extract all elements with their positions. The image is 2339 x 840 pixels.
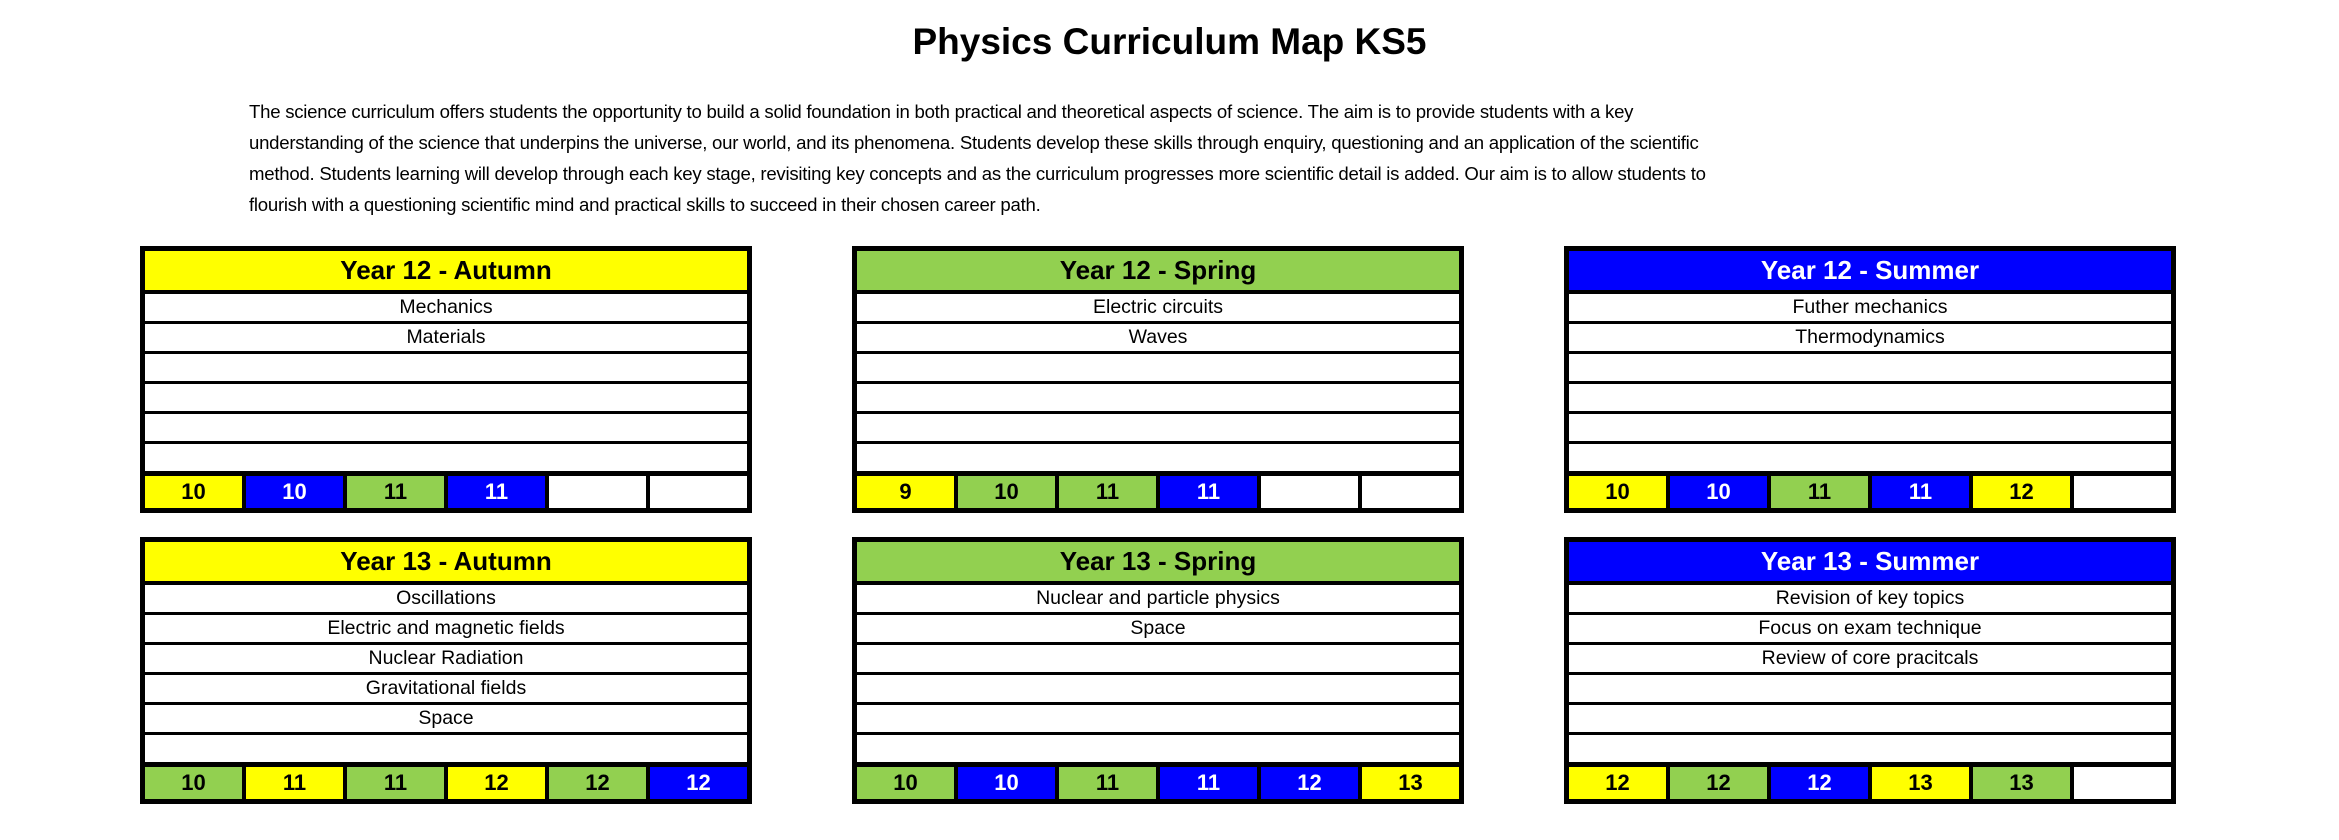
year-link-cell: 12 bbox=[1261, 767, 1358, 799]
topic-row bbox=[1569, 444, 2171, 476]
term-box-y12-summer bbox=[1564, 246, 2176, 513]
topic-row bbox=[145, 384, 747, 414]
intro-line: The science curriculum offers students the opportunity to build a solid foundation in both practical and theoretical aspects of science. The aim is to provide students with a key bbox=[249, 101, 1634, 122]
term-box-y12-autumn bbox=[140, 246, 752, 513]
year-link-cell: 10 bbox=[145, 767, 242, 799]
prior-year-links bbox=[1569, 767, 2171, 799]
year-link-cell: 12 bbox=[1569, 767, 1666, 799]
topic-row: Space bbox=[145, 705, 747, 735]
year-link-cell: 12 bbox=[549, 767, 646, 799]
term-box-y13-summer bbox=[1564, 537, 2176, 804]
year-link-cell: 13 bbox=[1973, 767, 2070, 799]
topic-row: Oscillations bbox=[145, 585, 747, 615]
year-link-cell bbox=[1261, 476, 1358, 508]
topic-row: Materials bbox=[145, 324, 747, 354]
term-header: Year 12 - Autumn bbox=[145, 251, 747, 294]
topic-row bbox=[857, 444, 1459, 476]
topic-row bbox=[857, 735, 1459, 767]
topic-row: Nuclear Radiation bbox=[145, 645, 747, 675]
year-link-cell: 12 bbox=[1670, 767, 1767, 799]
year-link-cell: 13 bbox=[1872, 767, 1969, 799]
topic-row: Mechanics bbox=[145, 294, 747, 324]
prior-year-links bbox=[1569, 476, 2171, 508]
topic-row bbox=[857, 354, 1459, 384]
year-link-cell: 9 bbox=[857, 476, 954, 508]
topic-row bbox=[857, 645, 1459, 675]
year-link-cell: 11 bbox=[1872, 476, 1969, 508]
topic-row bbox=[1569, 384, 2171, 414]
prior-year-links bbox=[857, 476, 1459, 508]
topic-row bbox=[145, 354, 747, 384]
year-link-cell: 11 bbox=[448, 476, 545, 508]
year-link-cell: 10 bbox=[145, 476, 242, 508]
topic-row: Review of core pracitcals bbox=[1569, 645, 2171, 675]
term-box-y13-spring bbox=[852, 537, 1464, 804]
topic-row: Revision of key topics bbox=[1569, 585, 2171, 615]
year-link-cell: 11 bbox=[1771, 476, 1868, 508]
intro-line: method. Students learning will develop through each key stage, revisiting key concepts and as the curriculum progresses more scientific detail is added. Our aim is to allow students to bbox=[249, 163, 1706, 184]
intro-line: flourish with a questioning scientific mind and practical skills to succeed in their chosen career path. bbox=[249, 194, 1041, 215]
year-link-cell: 11 bbox=[1160, 767, 1257, 799]
year-link-cell bbox=[549, 476, 646, 508]
year-link-cell: 11 bbox=[347, 767, 444, 799]
topic-row bbox=[1569, 354, 2171, 384]
topic-row: Futher mechanics bbox=[1569, 294, 2171, 324]
topic-row: Nuclear and particle physics bbox=[857, 585, 1459, 615]
term-header: Year 12 - Spring bbox=[857, 251, 1459, 294]
year-link-cell: 10 bbox=[958, 767, 1055, 799]
topic-row bbox=[857, 675, 1459, 705]
year-link-cell: 11 bbox=[1059, 476, 1156, 508]
intro-paragraph bbox=[249, 96, 2049, 220]
topic-row bbox=[145, 735, 747, 767]
topic-row bbox=[1569, 414, 2171, 444]
year-link-cell bbox=[2074, 476, 2171, 508]
topic-row: Focus on exam technique bbox=[1569, 615, 2171, 645]
topic-row bbox=[857, 414, 1459, 444]
topic-row bbox=[1569, 735, 2171, 767]
year-link-cell: 12 bbox=[1771, 767, 1868, 799]
year-link-cell: 13 bbox=[1362, 767, 1459, 799]
term-header: Year 12 - Summer bbox=[1569, 251, 2171, 294]
term-header: Year 13 - Autumn bbox=[145, 542, 747, 585]
year-link-cell: 10 bbox=[958, 476, 1055, 508]
year-link-cell: 11 bbox=[347, 476, 444, 508]
topic-row bbox=[145, 414, 747, 444]
year-link-cell: 10 bbox=[1569, 476, 1666, 508]
term-header: Year 13 - Spring bbox=[857, 542, 1459, 585]
year-link-cell: 12 bbox=[650, 767, 747, 799]
year-link-cell: 10 bbox=[246, 476, 343, 508]
year-link-cell: 11 bbox=[246, 767, 343, 799]
term-box-y12-spring bbox=[852, 246, 1464, 513]
topic-row: Thermodynamics bbox=[1569, 324, 2171, 354]
topic-row bbox=[1569, 705, 2171, 735]
topic-row: Waves bbox=[857, 324, 1459, 354]
year-link-cell: 10 bbox=[1670, 476, 1767, 508]
year-link-cell: 10 bbox=[857, 767, 954, 799]
year-link-cell: 11 bbox=[1160, 476, 1257, 508]
year-link-cell: 12 bbox=[448, 767, 545, 799]
topic-row bbox=[145, 444, 747, 476]
prior-year-links bbox=[145, 767, 747, 799]
topic-row bbox=[1569, 675, 2171, 705]
topic-row: Electric circuits bbox=[857, 294, 1459, 324]
year-link-cell bbox=[2074, 767, 2171, 799]
topic-row: Electric and magnetic fields bbox=[145, 615, 747, 645]
prior-year-links bbox=[145, 476, 747, 508]
intro-line: understanding of the science that underpins the universe, our world, and its phenomena. Students develop these skills through enquiry, questioning and an application of the scientific bbox=[249, 132, 1699, 153]
page-title: Physics Curriculum Map KS5 bbox=[912, 21, 1427, 62]
prior-year-links bbox=[857, 767, 1459, 799]
year-link-cell: 11 bbox=[1059, 767, 1156, 799]
year-link-cell bbox=[650, 476, 747, 508]
topic-row bbox=[857, 705, 1459, 735]
year-link-cell bbox=[1362, 476, 1459, 508]
topic-row: Space bbox=[857, 615, 1459, 645]
year-link-cell: 12 bbox=[1973, 476, 2070, 508]
topic-row bbox=[857, 384, 1459, 414]
term-box-y13-autumn bbox=[140, 537, 752, 804]
term-header: Year 13 - Summer bbox=[1569, 542, 2171, 585]
topic-row: Gravitational fields bbox=[145, 675, 747, 705]
